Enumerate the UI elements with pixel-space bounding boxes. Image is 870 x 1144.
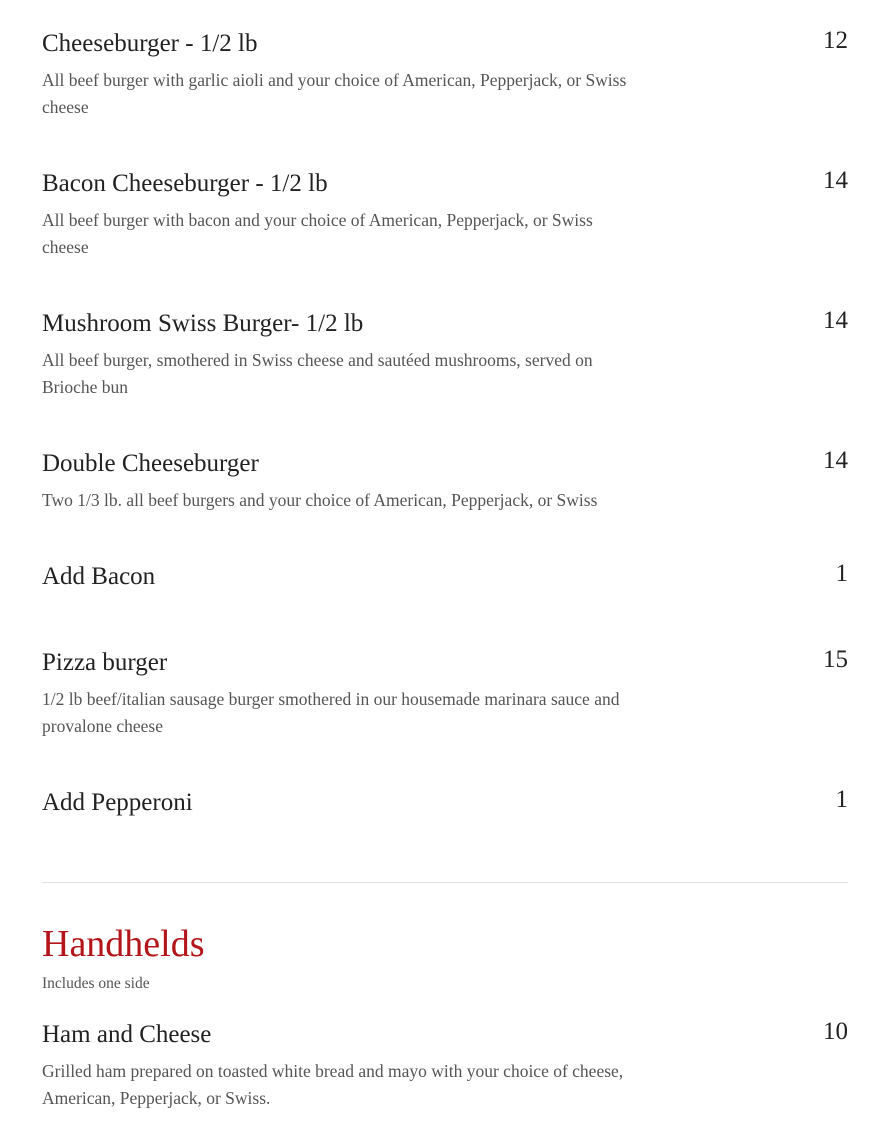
item-price: 1	[835, 786, 848, 813]
item-name: Double Cheeseburger	[42, 450, 259, 477]
item-price: 10	[823, 1018, 848, 1045]
item-price: 14	[823, 447, 848, 474]
section-subtitle: Includes one side	[42, 975, 150, 992]
item-description: Grilled ham prepared on toasted white bread and mayo with your choice of cheese, American, Pepperjack, or Swiss.	[42, 1061, 624, 1108]
item-name: Bacon Cheeseburger - 1/2 lb	[42, 170, 328, 197]
section-divider	[42, 882, 848, 883]
item-price: 14	[823, 167, 848, 194]
item-description: All beef burger with garlic aioli and your choice of American, Pepperjack, or Swiss cheese	[42, 70, 627, 117]
item-description: All beef burger, smothered in Swiss cheese and sautéed mushrooms, served on Brioche bun	[42, 350, 593, 397]
item-description: Two 1/3 lb. all beef burgers and your choice of American, Pepperjack, or Swiss	[42, 490, 598, 510]
item-name: Pizza burger	[42, 649, 168, 676]
item-name: Cheeseburger - 1/2 lb	[42, 30, 258, 57]
item-price: 14	[823, 307, 848, 334]
item-description: 1/2 lb beef/italian sausage burger smothered in our housemade marinara sauce and provalone cheese	[42, 689, 620, 736]
section-title-handhelds: Handhelds	[42, 923, 205, 965]
item-description: All beef burger with bacon and your choice of American, Pepperjack, or Swiss cheese	[42, 210, 593, 257]
item-price: 15	[823, 646, 848, 673]
item-name: Add Bacon	[42, 563, 156, 590]
item-name: Mushroom Swiss Burger- 1/2 lb	[42, 310, 364, 337]
item-name: Add Pepperoni	[42, 789, 193, 816]
item-price: 1	[835, 560, 848, 587]
item-name: Ham and Cheese	[42, 1021, 212, 1048]
item-price: 12	[823, 27, 848, 54]
